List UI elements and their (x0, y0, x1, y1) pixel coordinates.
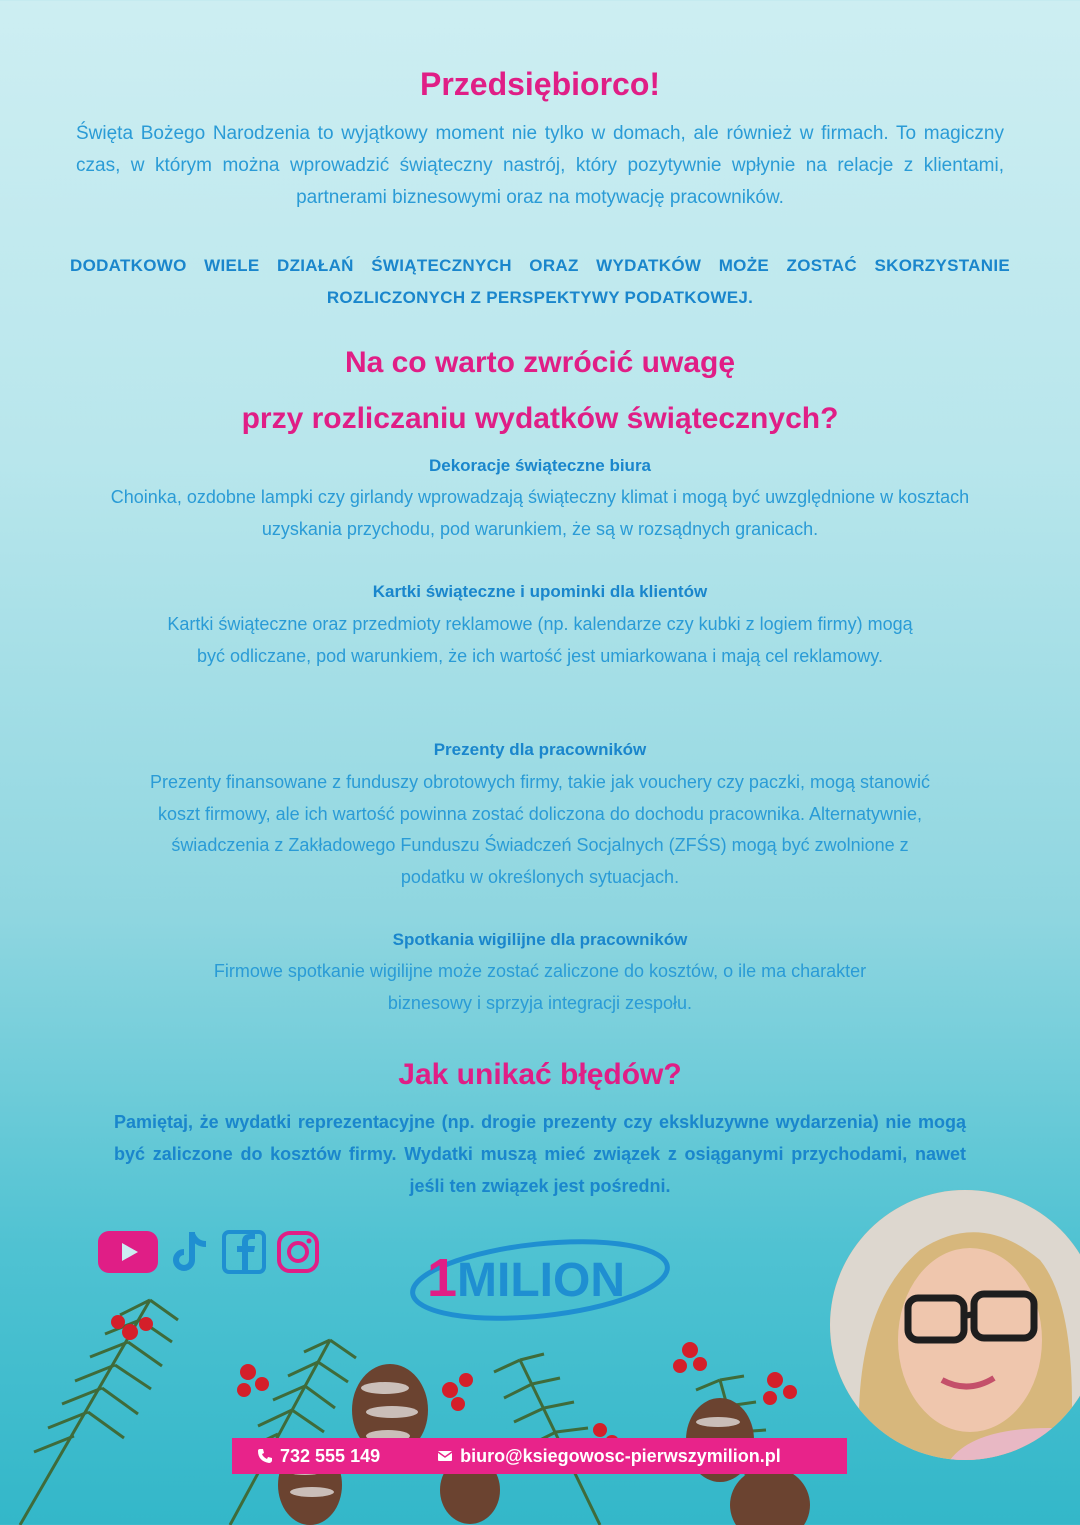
page-title: Przedsiębiorco! (419, 66, 661, 102)
contact-email[interactable] (436, 1446, 781, 1467)
email-address: biuro@ksiegowosc-pierwszymilion.pl (460, 1445, 781, 1466)
contact-bar (232, 1438, 847, 1474)
phone-icon (256, 1447, 274, 1465)
milion-logo (405, 1228, 675, 1328)
question-heading-line1: Na co warto zwrócić uwagę (344, 346, 736, 379)
errors-paragraph: Pamiętaj, że wydatki reprezentacyjne (np. drogie prezenty czy ekskluzywne wydarzenia) nie mogą być zaliczone do kosztów firmy. Wydatki muszą mieć związek z osiąganymi przychodami, nawet jeśli ten związek jest pośredni. (114, 1112, 966, 1196)
section-body-decorations: Choinka, ozdobne lampki czy girlandy wprowadzają świąteczny klimat i mogą być uwzględnione w kosztach uzyskania przychodu, pod warunkiem, że są w rozsądnych granicach. (110, 487, 970, 539)
logo-text: MILION (457, 1254, 625, 1307)
intro-paragraph: Święta Bożego Narodzenia to wyjątkowy moment nie tylko w domach, ale również w firmach. To magiczny czas, w którym można wprowadzić świąteczny nastrój, który pozytywnie wpłynie na relacje z klientami, partnerami biznesowymi oraz na motywację pracowników. (76, 123, 1004, 208)
section-body-cards: Kartki świąteczne oraz przedmioty reklamowe (np. kalendarze czy kubki z logiem firmy) mogą być odliczane, pod warunkiem, że ich wartość jest umiarkowana i mają cel reklamowy. (167, 614, 913, 666)
section-body-gifts: Prezenty finansowane z funduszy obrotowych firmy, takie jak vouchery czy paczki, mogą stanowić koszt firmowy, ale ich wartość powinna zostać doliczona do dochodu pracownika. Alternatywnie, świadczenia z Zakładowego Funduszu Świadczeń Socjalnych (ZFŚS) mogą być zwolnione z podatku w określonych sytuacjach. (150, 772, 931, 887)
facebook-icon[interactable] (222, 1230, 266, 1274)
logo-number: 1 (427, 1248, 458, 1308)
section-title-gifts: Prezenty dla pracowników (433, 740, 647, 759)
section-title-cards: Kartki świąteczne i upominki dla klientów (372, 582, 708, 601)
tax-highlight: DODATKOWO WIELE DZIAŁAŃ ŚWIĄTECZNYCH ORAZ WYDATKÓW MOŻE ZOSTAĆ SKORZYSTANIE ROZLICZONYCH Z PERSPEKTYWY PODATKOWEJ. (70, 256, 1010, 307)
tiktok-icon[interactable] (168, 1230, 212, 1274)
social-icons (98, 1230, 320, 1274)
errors-heading: Jak unikać błędów? (398, 1058, 682, 1091)
section-body-party: Firmowe spotkanie wigilijne może zostać zaliczone do kosztów, o ile ma charakter biznesowy i sprzyja integracji zespołu. (213, 961, 867, 1013)
section-title-party: Spotkania wigilijne dla pracowników (392, 930, 688, 949)
instagram-icon[interactable] (276, 1230, 320, 1274)
phone-number: 732 555 149 (280, 1445, 381, 1466)
contact-phone[interactable] (256, 1446, 380, 1467)
youtube-icon[interactable] (98, 1230, 158, 1274)
section-title-decorations: Dekoracje świąteczne biura (428, 456, 652, 475)
question-heading-line2: przy rozliczaniu wydatków świątecznych? (241, 402, 839, 435)
mail-icon (436, 1447, 454, 1465)
